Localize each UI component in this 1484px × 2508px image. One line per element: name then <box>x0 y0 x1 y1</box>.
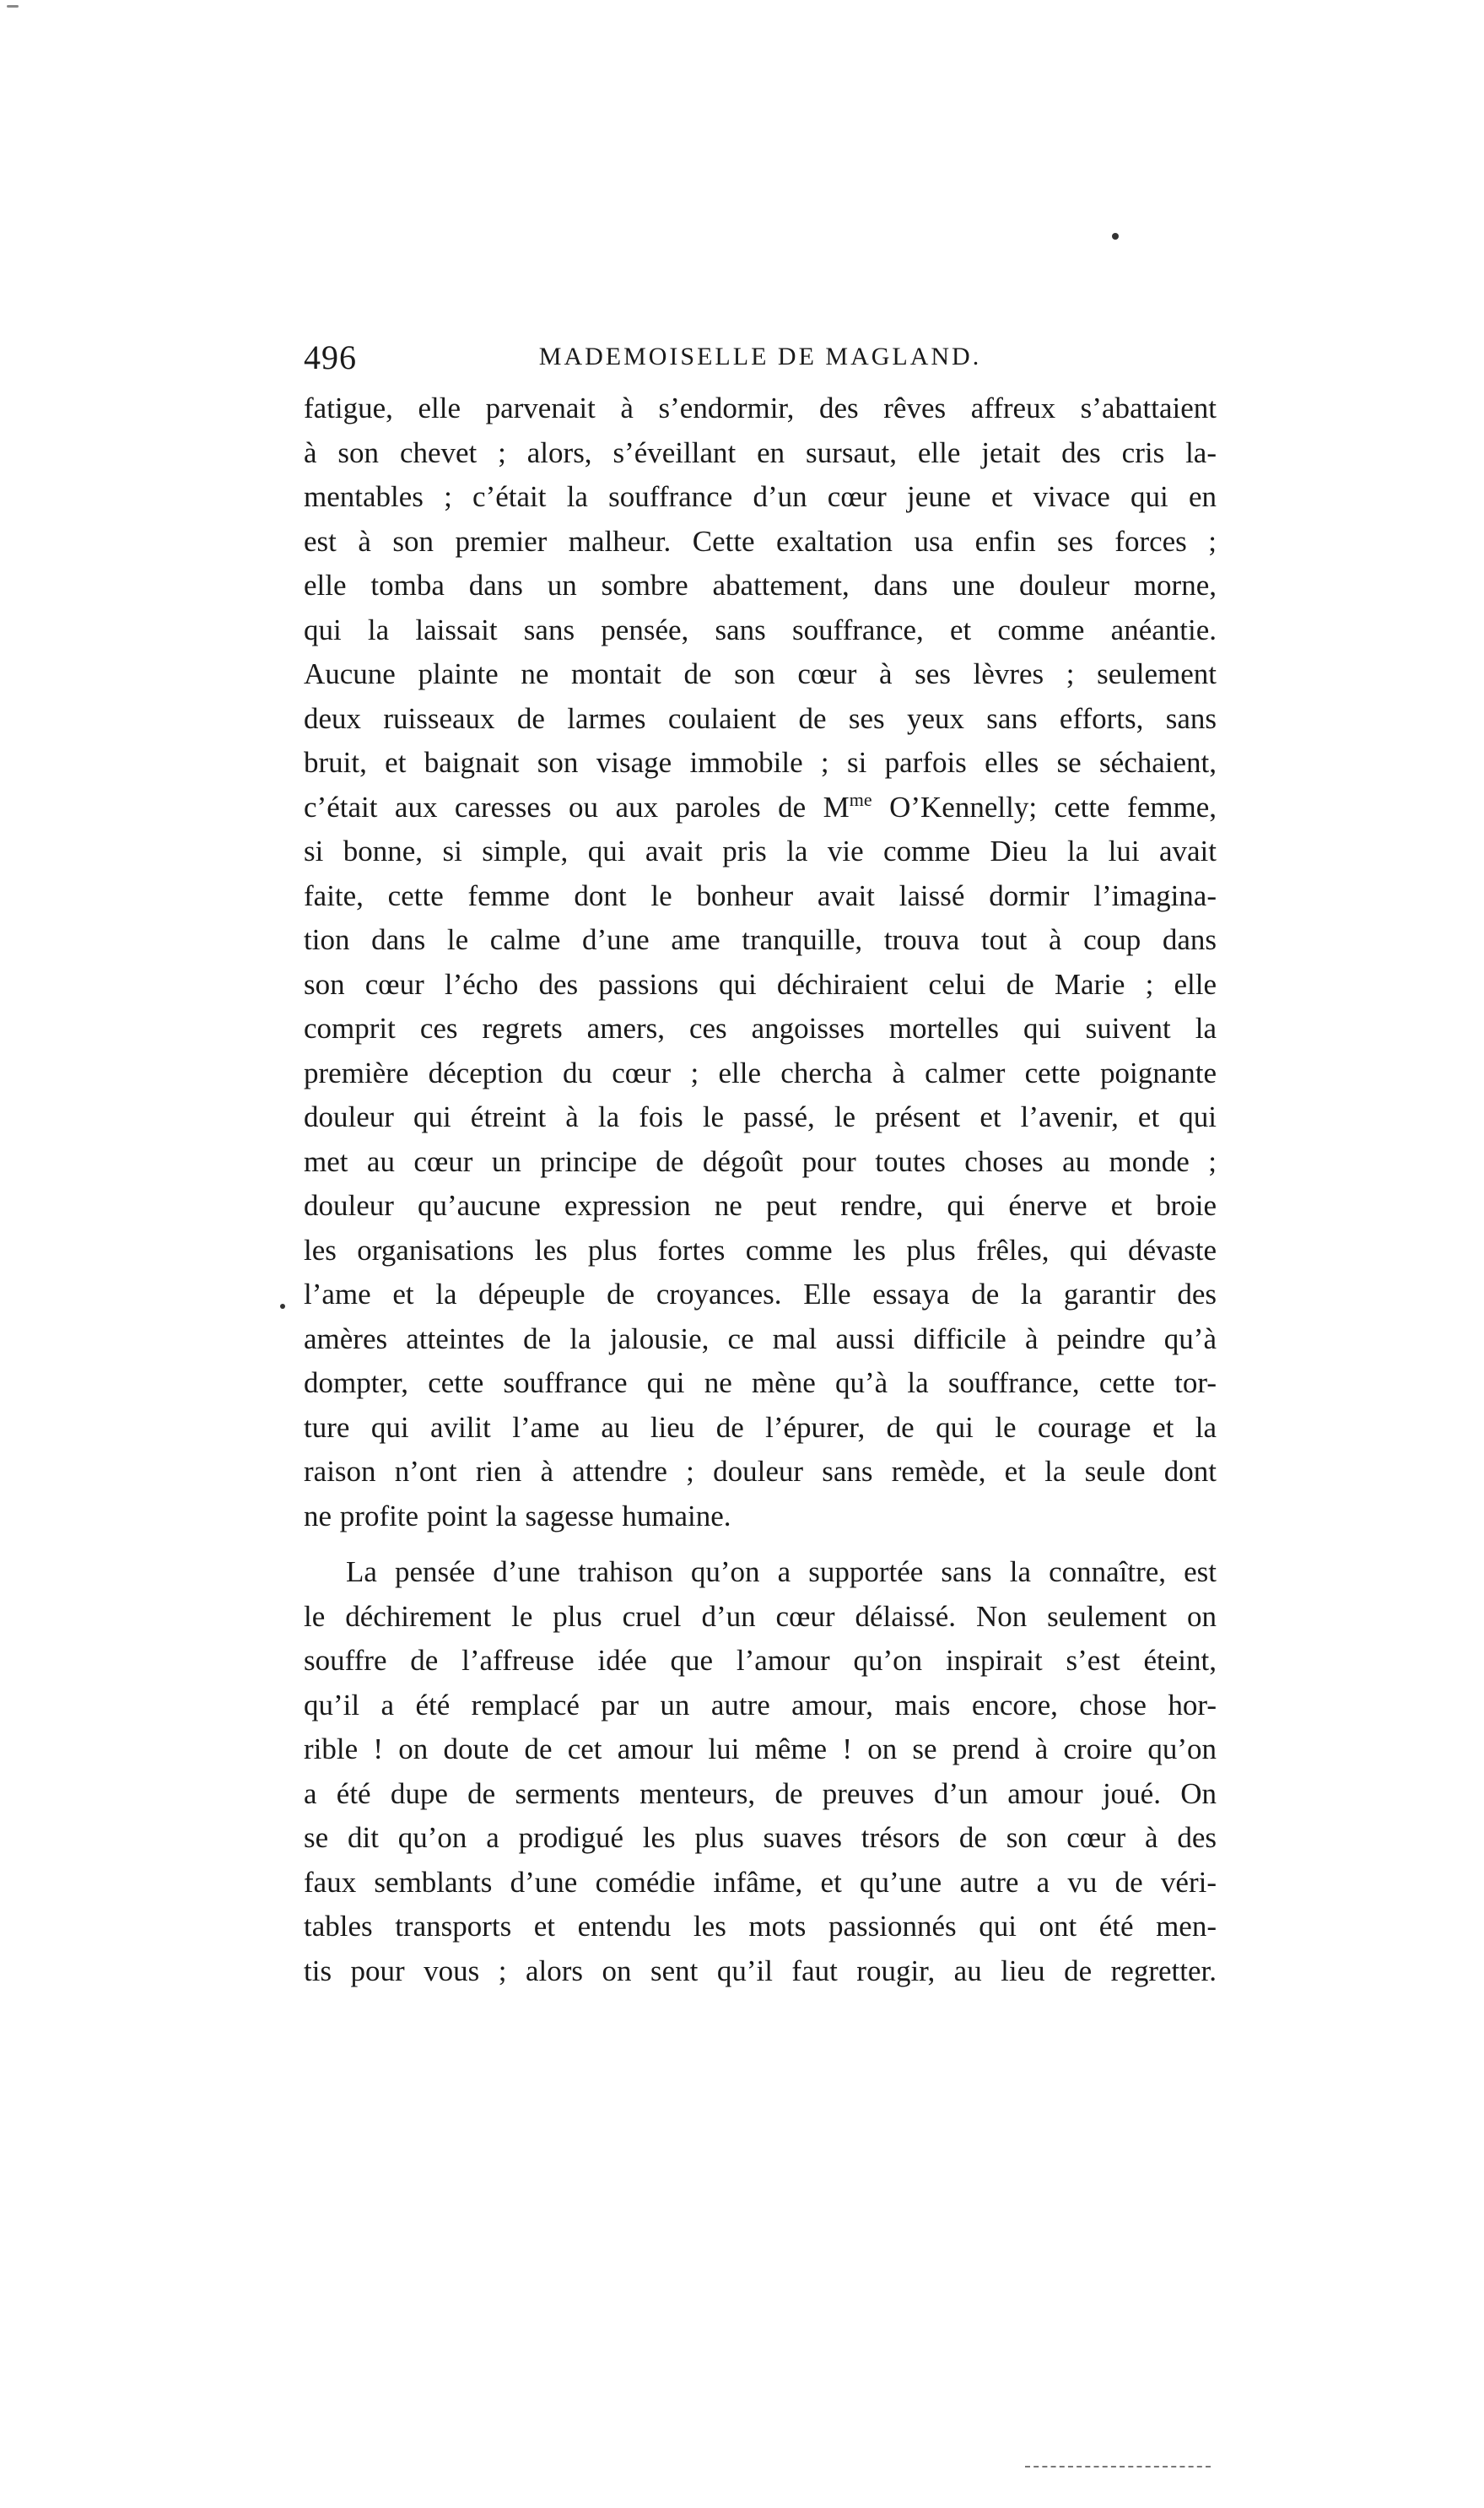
text-line: qu’il a été remplacé par un autre amour, mais encore, chose hor- <box>304 1688 1217 1722</box>
text-line: qui la laissait sans pensée, sans souffrance, et comme anéantie. <box>304 613 1217 646</box>
text-line: douleur qu’aucune expression ne peut rendre, qui énerve et broie <box>304 1189 1217 1222</box>
text-line: se dit qu’on a prodigué les plus suaves trésors de son cœur à des <box>304 1821 1217 1854</box>
text-line: rible ! on doute de cet amour lui même ! on se prend à croire qu’on <box>304 1732 1217 1765</box>
text-line: a été dupe de serments menteurs, de preuves d’un amour joué. On <box>304 1776 1217 1810</box>
running-title: MADEMOISELLE DE MAGLAND. <box>538 343 982 370</box>
text-line: tables transports et entendu les mots passionnés qui ont été men- <box>304 1910 1217 1943</box>
text-line: deux ruisseaux de larmes coulaient de ses yeux sans efforts, sans <box>304 701 1217 735</box>
text-line: ture qui avilit l’ame au lieu de l’épurer, de qui le courage et la <box>304 1410 1217 1444</box>
text-line: souffre de l’affreuse idée que l’amour qu’on inspirait s’est éteint, <box>304 1644 1217 1677</box>
text-line: bruit, et baignait son visage immobile ; si parfois elles se séchaient, <box>304 746 1217 779</box>
text-line: à son chevet ; alors, s’éveillant en sursaut, elle jetait des cris la- <box>304 435 1217 469</box>
scan-artifact-marks <box>1025 2466 1211 2473</box>
text-line: première déception du cœur ; elle chercha à calmer cette poignante <box>304 1056 1217 1089</box>
running-head <box>304 338 1217 388</box>
ink-speck <box>7 5 19 8</box>
text-line: les organisations les plus fortes comme les plus frêles, qui dévaste <box>304 1233 1217 1267</box>
text-line: est à son premier malheur. Cette exaltation usa enfin ses forces ; <box>304 524 1217 558</box>
text-line: amères atteintes de la jalousie, ce mal aussi difficile à peindre qu’à <box>304 1322 1217 1355</box>
text-line: fatigue, elle parvenait à s’endormir, des rêves affreux s’abattaient <box>304 392 1217 424</box>
superscript-me: me <box>849 788 872 810</box>
ink-speck <box>280 1304 285 1309</box>
paragraph-gap <box>304 1538 1217 1550</box>
page-number: 496 <box>304 338 357 376</box>
text-line: ne profite point la sagesse humaine. <box>304 1499 731 1532</box>
text-line: douleur qui étreint à la fois le passé, le présent et l’avenir, et qui <box>304 1100 1217 1133</box>
text-line: l’ame et la dépeuple de croyances. Elle essaya de la garantir des <box>304 1278 1217 1311</box>
text-line: raison n’ont rien à attendre ; douleur sans remède, et la seule dont <box>304 1455 1217 1488</box>
ink-speck <box>1112 233 1119 240</box>
body-text <box>304 386 1217 1993</box>
text-line: si bonne, si simple, qui avait pris la vie comme Dieu la lui avait <box>304 835 1217 868</box>
text-line: Aucune plainte ne montait de son cœur à ses lèvres ; seulement <box>304 657 1217 690</box>
text-line: met au cœur un principe de dégoût pour toutes choses au monde ; <box>304 1144 1217 1178</box>
line-text-after: O’Kennelly; cette femme, <box>872 790 1217 824</box>
line-text-before: c’était aux caresses ou aux paroles de M <box>304 790 850 824</box>
text-line <box>304 786 1217 830</box>
text-line: faux semblants d’une comédie infâme, et qu’une autre a vu de véri- <box>304 1865 1217 1899</box>
text-line: tion dans le calme d’une ame tranquille, trouva tout à coup dans <box>304 923 1217 956</box>
text-line: La pensée d’une trahison qu’on a supportée sans la connaître, est <box>346 1555 1217 1588</box>
text-line: mentables ; c’était la souffrance d’un cœur jeune et vivace qui en <box>304 480 1217 513</box>
text-line: le déchirement le plus cruel d’un cœur délaissé. Non seulement on <box>304 1599 1217 1633</box>
text-line: dompter, cette souffrance qui ne mène qu’à la souffrance, cette tor- <box>304 1366 1217 1399</box>
text-line: tis pour vous ; alors on sent qu’il faut rougir, au lieu de regretter. <box>304 1954 1217 1987</box>
text-line: comprit ces regrets amers, ces angoisses mortelles qui suivent la <box>304 1012 1217 1045</box>
text-line: faite, cette femme dont le bonheur avait laissé dormir l’imagina- <box>304 878 1217 912</box>
text-line: son cœur l’écho des passions qui déchiraient celui de Marie ; elle <box>304 967 1217 1001</box>
text-line: elle tomba dans un sombre abattement, dans une douleur morne, <box>304 569 1217 602</box>
